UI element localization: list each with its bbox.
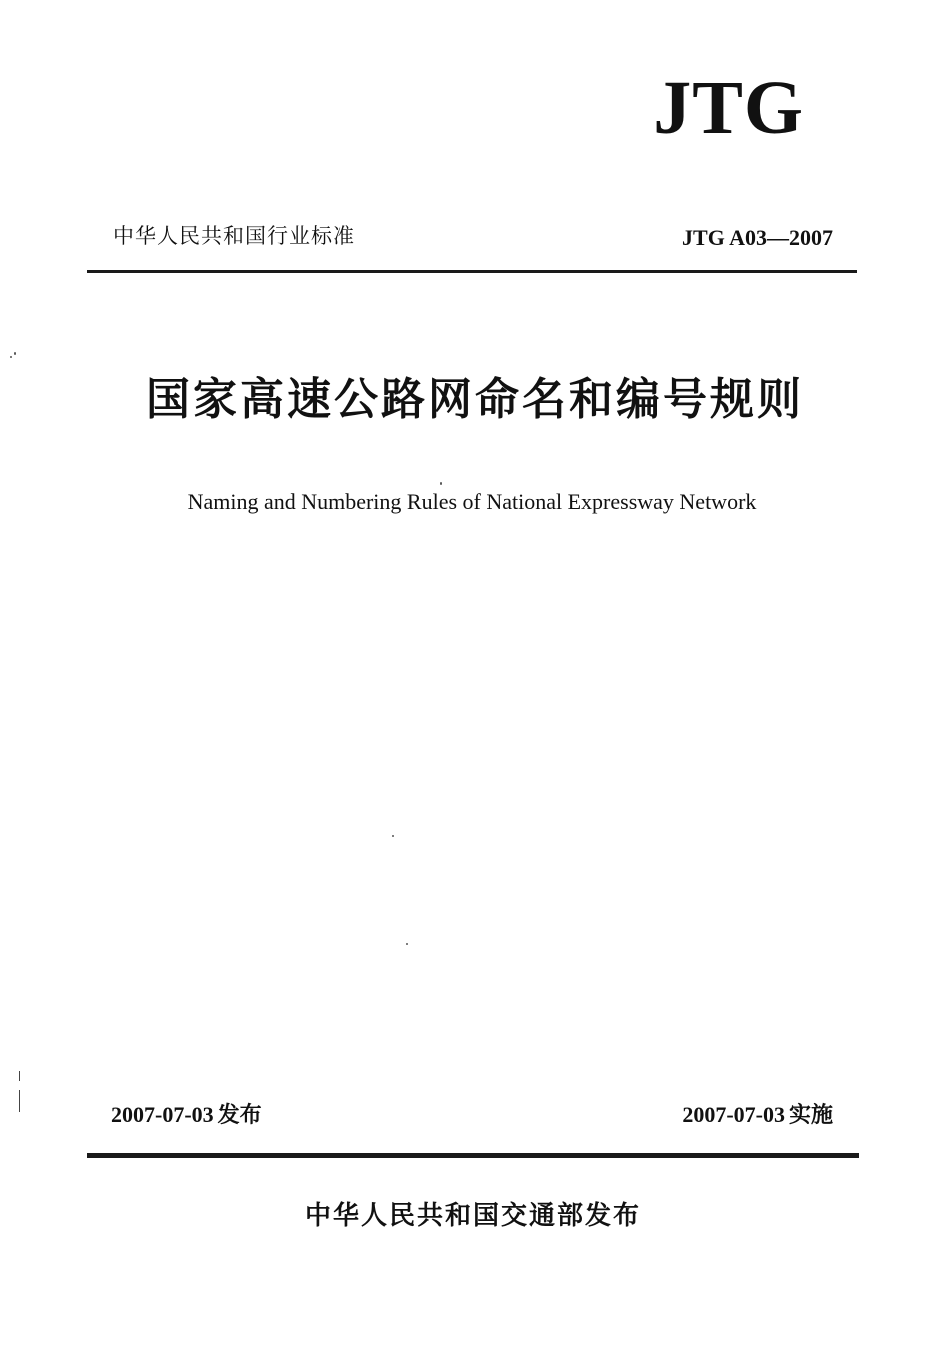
- issue-label: 发布: [217, 1103, 262, 1128]
- scan-margin-mark: [19, 1090, 20, 1112]
- scan-margin-mark: [19, 1071, 20, 1081]
- publisher: 中华人民共和国交通部发布: [304, 1201, 641, 1231]
- standard-code: JTG A03—2007: [682, 225, 833, 250]
- title-chinese: 国家高速公路网命名和编号规则: [146, 374, 804, 425]
- scan-speck: [440, 482, 442, 485]
- scan-speck: [14, 352, 16, 355]
- top-divider: [87, 270, 857, 273]
- scan-speck: [406, 943, 408, 945]
- effective-date-line: [682, 1104, 833, 1127]
- scan-speck: [10, 356, 12, 358]
- scan-speck: [392, 835, 394, 837]
- standard-category: 中华人民共和国行业标准: [113, 224, 355, 248]
- issue-date: 2007-07-03: [111, 1102, 214, 1127]
- effective-date: 2007-07-03: [682, 1102, 785, 1127]
- jtg-logo: JTG: [653, 66, 804, 150]
- issue-date-line: [111, 1104, 262, 1127]
- bottom-divider: [87, 1153, 859, 1158]
- title-english: Naming and Numbering Rules of National Expressway Network: [187, 489, 757, 514]
- effective-label: 实施: [788, 1103, 833, 1128]
